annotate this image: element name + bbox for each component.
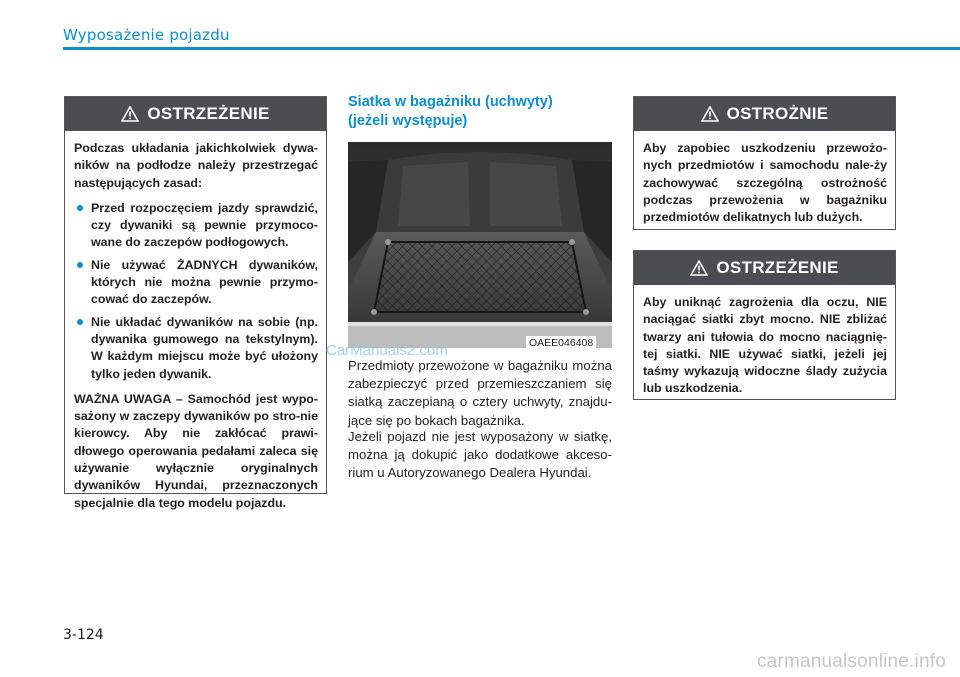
- warning-box-right: [633, 250, 896, 400]
- cargo-net-illustration: [348, 142, 612, 348]
- warning-box-heading: OSTRZEŻENIE: [716, 258, 839, 277]
- list-item: [74, 257, 318, 309]
- caution-text: Aby zapobiec uszkodzeniu przewożo-nych przedmiotów i samochodu nale-ży zachowywać szczególną ostrożność podczas przewożenia w bagażniku przedmiotów delikatnych lub dużych.: [643, 141, 887, 225]
- warning-text: Aby uniknąć zagrożenia dla oczu, NIE naciągać siatki zbyt mocno. NIE zbliżać twarzy ani tułowia do mocno naciągnię-tej siatki. NIE używać siatki, jeżeli jej taśmy wykazują widoczne ślady zużycia lub uszkodzenia.: [643, 295, 887, 396]
- warning-box-body: [65, 131, 326, 512]
- cargo-net-photo: [348, 142, 612, 348]
- section-title-line1: Siatka w bagażniku (uchwyty): [348, 94, 553, 110]
- warning-triangle-icon: [121, 106, 139, 122]
- warning-box-body: [634, 285, 895, 398]
- body-paragraph-2: Jeżeli pojazd nie jest wyposażony w siatkę, można ją dokupić jako dodatkowe akceso-rium u Autoryzowanego Dealera Hyundai.: [348, 429, 612, 481]
- warning-bullet-list: [74, 200, 318, 383]
- section-header-title: Wyposażenie pojazdu: [63, 26, 230, 44]
- bullet-text: Nie używać ŻADNYCH dywaników, których nie można pewnie przymo-cować do zaczepów.: [91, 257, 318, 307]
- caution-box: [633, 96, 896, 230]
- list-item: [74, 314, 318, 383]
- page-number: 3-124: [63, 627, 104, 643]
- header-rule: [63, 47, 960, 50]
- section-title: [348, 93, 553, 131]
- warning-box-header: [65, 97, 326, 131]
- watermark: CarManuals2.com: [326, 342, 448, 359]
- bullet-dot-icon: [77, 205, 83, 211]
- bullet-text: Przed rozpoczęciem jazdy sprawdzić, czy dywaniki są pewnie przymoco-wane do zaczepów podłogowych.: [91, 200, 318, 250]
- bullet-text: Nie układać dywaników na sobie (np. dywanika gumowego na tekstylnym). W każdym miejscu może być ułożony tylko jeden dywanik.: [91, 314, 318, 381]
- warning-triangle-icon: [690, 260, 708, 276]
- list-item: [74, 200, 318, 252]
- warning-box-left: [64, 96, 327, 510]
- bullet-dot-icon: [77, 319, 83, 325]
- image-code: OAEE046408: [526, 336, 596, 350]
- warning-intro: Podczas układania jakichkolwiek dywa-ników na podłodze należy przestrzegać następujących zasad:: [74, 141, 318, 190]
- footer-watermark: carmanualsonline.info: [756, 651, 946, 672]
- warning-box-heading: OSTRZEŻENIE: [147, 104, 270, 123]
- warning-triangle-icon: [701, 106, 719, 122]
- caution-box-heading: OSTROŻNIE: [726, 104, 829, 123]
- section-title-line2: (jeżeli występuje): [348, 113, 468, 129]
- warning-note: WAŻNA UWAGA – Samochód jest wypo-sażony w zaczepy dywaników po stro-nie kierowcy. Aby nie zakłócać prawi-dłowego operowania pedałami zaleca się używanie wyłącznie oryginalnych dywaników Hyundai, przeznaczonych specjalnie dla tego modelu pojazdu.: [74, 391, 318, 510]
- caution-box-header: [634, 97, 895, 131]
- body-paragraph-1: Przedmioty przewożone w bagażniku można zabezpieczyć przed przemieszczaniem się siatką zaczepianą o cztery uchwyty, znajdu-jące się po bokach bagażnika.: [348, 358, 612, 428]
- caution-box-body: [634, 131, 895, 226]
- bullet-dot-icon: [77, 262, 83, 268]
- warning-box-header: [634, 251, 895, 285]
